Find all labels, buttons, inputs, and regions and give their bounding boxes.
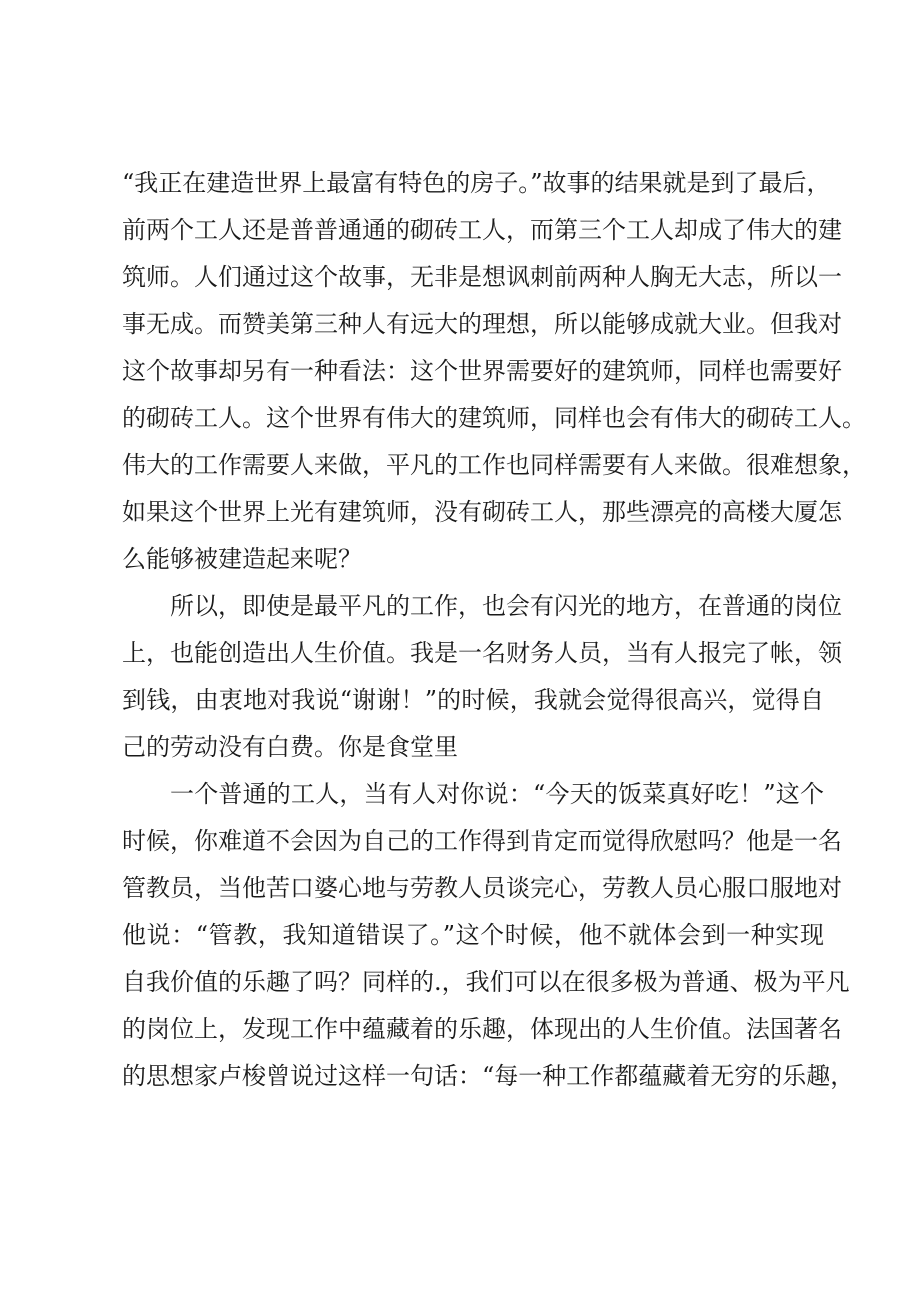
paragraph-line: 么能够被建造起来呢？ xyxy=(122,545,362,573)
paragraph-line: 上，也能创造出人生价值。我是一名财务人员，当有人报完了帐，领 xyxy=(122,639,842,667)
paragraph-line: 的岗位上，发现工作中蕴藏着的乐趣，体现出的人生价值。法国著名 xyxy=(122,1015,842,1043)
paragraph-line: 这个故事却另有一种看法：这个世界需要好的建筑师，同样也需要好 xyxy=(122,357,842,385)
paragraph-line: 自我价值的乐趣了吗？同样的.，我们可以在很多极为普通、极为平凡 xyxy=(122,968,850,996)
paragraph-line: 如果这个世界上光有建筑师，没有砌砖工人，那些漂亮的高楼大厦怎 xyxy=(122,498,842,526)
paragraph-2 xyxy=(122,583,842,771)
paragraph-line: “我正在建造世界上最富有特色的房子。”故事的结果就是到了最后， xyxy=(122,169,831,197)
paragraph-line: 筑师。人们通过这个故事，无非是想讽刺前两种人胸无大志，所以一 xyxy=(122,263,842,291)
paragraph-line: 己的劳动没有白费。你是食堂里 xyxy=(122,733,458,761)
paragraph-line: 到钱，由衷地对我说“谢谢！”的时候，我就会觉得很高兴，觉得自 xyxy=(122,686,824,714)
paragraph-line: 管教员，当他苦口婆心地与劳教人员谈完心，劳教人员心服口服地对 xyxy=(122,874,842,902)
paragraph-line: 事无成。而赞美第三种人有远大的理想，所以能够成就大业。但我对 xyxy=(122,310,842,338)
paragraph-line: 的思想家卢梭曾说过这样一句话：“每一种工作都蕴藏着无穷的乐趣， xyxy=(122,1062,855,1090)
paragraph-line: 时候，你难道不会因为自己的工作得到肯定而觉得欣慰吗？他是一名 xyxy=(122,827,842,855)
paragraph-line: 前两个工人还是普普通通的砌砖工人，而第三个工人却成了伟大的建 xyxy=(122,216,842,244)
paragraph-line: 所以，即使是最平凡的工作，也会有闪光的地方，在普通的岗位 xyxy=(170,592,842,620)
paragraph-line: 他说：“管教，我知道错误了。”这个时候，他不就体会到一种实现 xyxy=(122,921,824,949)
paragraph-line: 一个普通的工人，当有人对你说：“今天的饭菜真好吃！”这个 xyxy=(170,780,824,808)
paragraph-line: 的砌砖工人。这个世界有伟大的建筑师，同样也会有伟大的砌砖工人。 xyxy=(122,404,866,432)
document-body xyxy=(122,160,866,1100)
paragraph-1 xyxy=(122,160,866,583)
paragraph-3 xyxy=(122,771,855,1100)
paragraph-line: 伟大的工作需要人来做，平凡的工作也同样需要有人来做。很难想象， xyxy=(122,451,866,479)
